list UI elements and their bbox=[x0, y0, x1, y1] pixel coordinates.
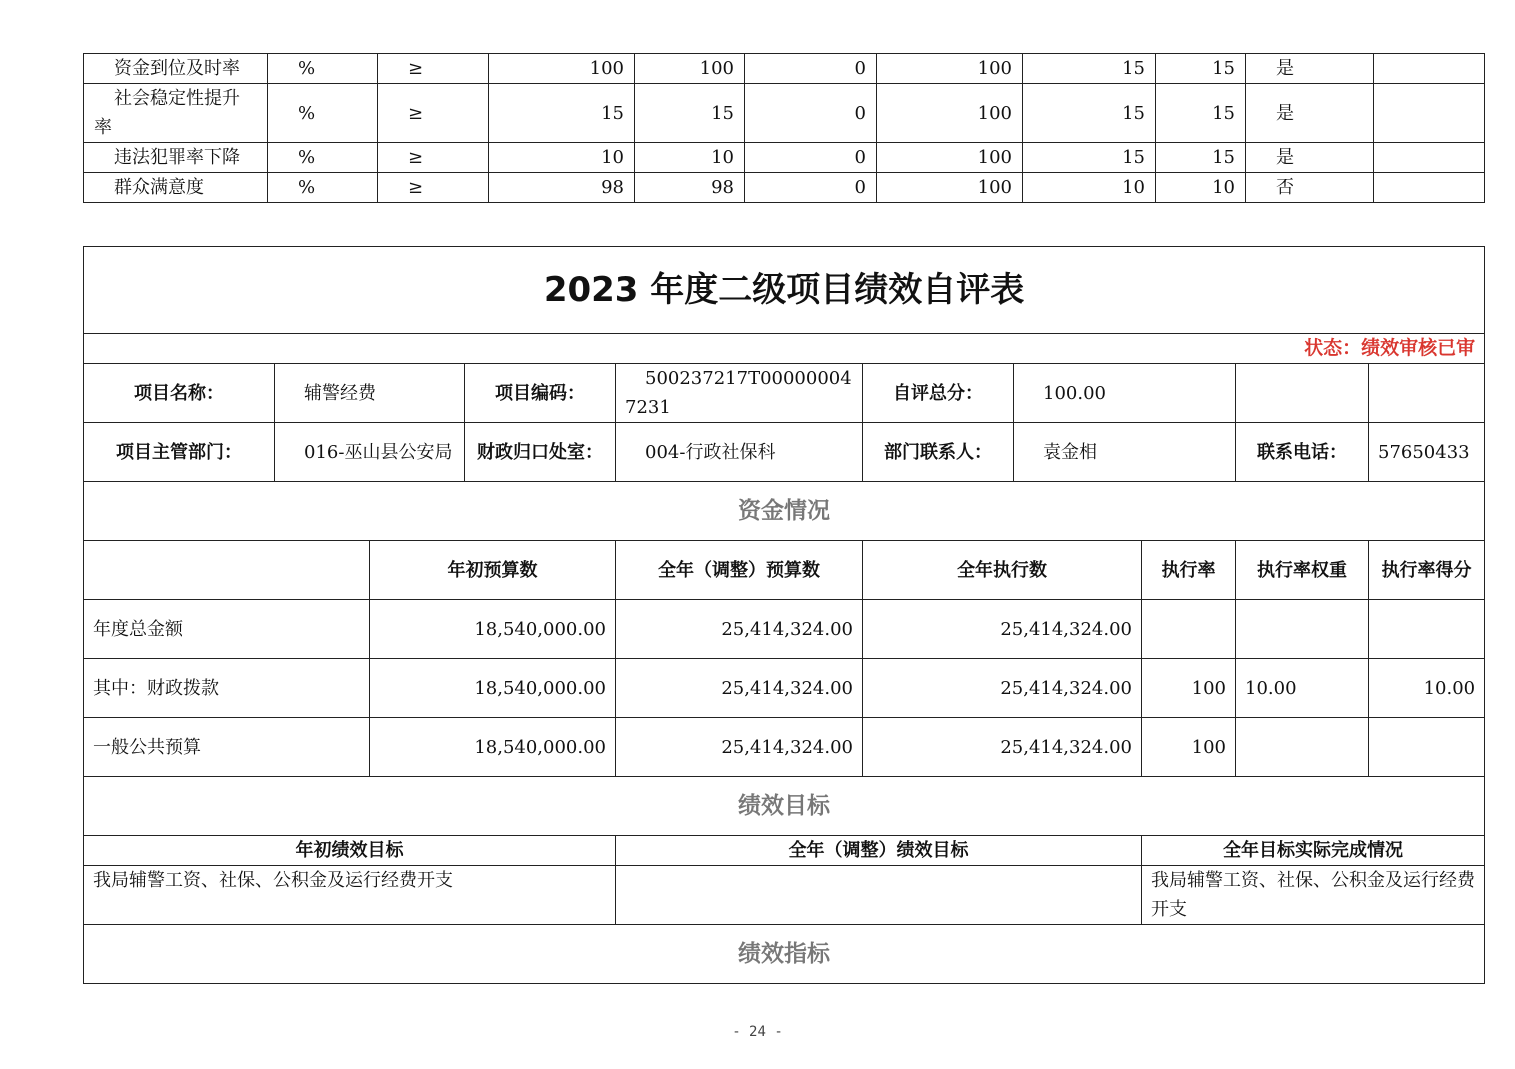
funds-initial: 18,540,000.00 bbox=[370, 600, 616, 659]
funds-header: 年初预算数 bbox=[370, 541, 616, 600]
project-code-label: 项目编码： bbox=[465, 364, 616, 423]
funds-executed: 25,414,324.00 bbox=[863, 600, 1142, 659]
project-name: 辅警经费 bbox=[275, 364, 465, 423]
funds-adjusted: 25,414,324.00 bbox=[616, 600, 863, 659]
section-indicators: 绩效指标 bbox=[84, 925, 1485, 984]
project-code: 500237217T000000047231 bbox=[616, 364, 863, 423]
indicator-weight: 15 bbox=[1023, 54, 1156, 84]
funds-rate bbox=[1142, 600, 1236, 659]
section-goals: 绩效目标 bbox=[84, 777, 1485, 836]
indicator-actual: 15 bbox=[635, 84, 745, 143]
empty-cell bbox=[1236, 364, 1369, 423]
funds-adjusted: 25,414,324.00 bbox=[616, 718, 863, 777]
indicator-note bbox=[1374, 84, 1485, 143]
indicator-done: 是 bbox=[1246, 54, 1374, 84]
funds-weight: 10.00 bbox=[1236, 659, 1369, 718]
indicator-note bbox=[1374, 54, 1485, 84]
indicator-dev: 0 bbox=[745, 84, 877, 143]
indicator-op: ≥ bbox=[378, 54, 489, 84]
indicator-score: 15 bbox=[1156, 54, 1246, 84]
indicator-done: 否 bbox=[1246, 173, 1374, 203]
funds-initial: 18,540,000.00 bbox=[370, 659, 616, 718]
funds-header: 执行率得分 bbox=[1369, 541, 1485, 600]
funds-rate: 100 bbox=[1142, 718, 1236, 777]
indicator-unit: % bbox=[268, 84, 378, 143]
indicator-unit: % bbox=[268, 143, 378, 173]
table-row bbox=[84, 600, 1485, 659]
funds-executed: 25,414,324.00 bbox=[863, 718, 1142, 777]
goals-header: 全年（调整）绩效目标 bbox=[616, 836, 1142, 866]
empty-cell bbox=[1369, 364, 1485, 423]
indicator-target: 10 bbox=[489, 143, 635, 173]
indicator-actual: 10 bbox=[635, 143, 745, 173]
phone-value: 57650433 bbox=[1369, 423, 1485, 482]
table-row bbox=[84, 173, 1485, 203]
table-row bbox=[84, 54, 1485, 84]
funds-header: 执行率 bbox=[1142, 541, 1236, 600]
goals-header: 年初绩效目标 bbox=[84, 836, 616, 866]
indicator-target: 100 bbox=[489, 54, 635, 84]
funds-score: 10.00 bbox=[1369, 659, 1485, 718]
indicator-done: 是 bbox=[1246, 143, 1374, 173]
dept-value: 016-巫山县公安局 bbox=[275, 423, 465, 482]
indicator-actual: 100 bbox=[635, 54, 745, 84]
indicator-dev: 0 bbox=[745, 54, 877, 84]
goals-adjusted bbox=[616, 866, 1142, 925]
table-row bbox=[84, 84, 1485, 143]
funds-row-label: 一般公共预算 bbox=[84, 718, 370, 777]
contact-label: 部门联系人： bbox=[863, 423, 1014, 482]
funds-weight bbox=[1236, 718, 1369, 777]
indicator-done: 是 bbox=[1246, 84, 1374, 143]
indicator-target: 15 bbox=[489, 84, 635, 143]
funds-weight bbox=[1236, 600, 1369, 659]
table-row bbox=[84, 659, 1485, 718]
self-evaluation-form bbox=[83, 246, 1485, 984]
finance-label: 财政归口处室： bbox=[465, 423, 616, 482]
page-number: - 24 - bbox=[732, 1024, 783, 1040]
table-row bbox=[84, 143, 1485, 173]
funds-row-label: 其中：财政拨款 bbox=[84, 659, 370, 718]
funds-row-label: 年度总金额 bbox=[84, 600, 370, 659]
indicator-rate: 100 bbox=[877, 54, 1023, 84]
funds-header: 全年执行数 bbox=[863, 541, 1142, 600]
table-row bbox=[84, 718, 1485, 777]
goals-initial: 我局辅警工资、社保、公积金及运行经费开支 bbox=[84, 866, 616, 925]
indicator-score: 15 bbox=[1156, 84, 1246, 143]
indicator-weight: 10 bbox=[1023, 173, 1156, 203]
funds-header: 执行率权重 bbox=[1236, 541, 1369, 600]
contact-value: 袁金相 bbox=[1014, 423, 1236, 482]
project-name-label: 项目名称： bbox=[84, 364, 275, 423]
funds-initial: 18,540,000.00 bbox=[370, 718, 616, 777]
total-score: 100.00 bbox=[1014, 364, 1236, 423]
indicator-rate: 100 bbox=[877, 173, 1023, 203]
goals-actual: 我局辅警工资、社保、公积金及运行经费开支 bbox=[1142, 866, 1485, 925]
funds-score bbox=[1369, 718, 1485, 777]
indicator-target: 98 bbox=[489, 173, 635, 203]
section-funds: 资金情况 bbox=[84, 482, 1485, 541]
funds-rate: 100 bbox=[1142, 659, 1236, 718]
indicator-dev: 0 bbox=[745, 173, 877, 203]
indicator-weight: 15 bbox=[1023, 143, 1156, 173]
indicator-score: 10 bbox=[1156, 173, 1246, 203]
finance-value: 004-行政社保科 bbox=[616, 423, 863, 482]
indicator-note bbox=[1374, 173, 1485, 203]
indicator-op: ≥ bbox=[378, 173, 489, 203]
indicator-op: ≥ bbox=[378, 84, 489, 143]
indicator-rate: 100 bbox=[877, 143, 1023, 173]
status-badge: 状态：绩效审核已审 bbox=[84, 334, 1485, 364]
indicator-rate: 100 bbox=[877, 84, 1023, 143]
phone-label: 联系电话： bbox=[1236, 423, 1369, 482]
funds-adjusted: 25,414,324.00 bbox=[616, 659, 863, 718]
score-label: 自评总分： bbox=[863, 364, 1014, 423]
indicator-table-continuation bbox=[83, 53, 1485, 203]
indicator-name: 群众满意度 bbox=[84, 173, 268, 203]
indicator-unit: % bbox=[268, 54, 378, 84]
indicator-op: ≥ bbox=[378, 143, 489, 173]
indicator-name: 社会稳定性提升率 bbox=[84, 84, 268, 143]
indicator-note bbox=[1374, 143, 1485, 173]
empty-header-cell bbox=[84, 541, 370, 600]
funds-executed: 25,414,324.00 bbox=[863, 659, 1142, 718]
indicator-score: 15 bbox=[1156, 143, 1246, 173]
funds-header: 全年（调整）预算数 bbox=[616, 541, 863, 600]
indicator-actual: 98 bbox=[635, 173, 745, 203]
indicator-unit: % bbox=[268, 173, 378, 203]
indicator-name: 资金到位及时率 bbox=[84, 54, 268, 84]
indicator-weight: 15 bbox=[1023, 84, 1156, 143]
goals-header: 全年目标实际完成情况 bbox=[1142, 836, 1485, 866]
funds-score bbox=[1369, 600, 1485, 659]
indicator-name: 违法犯罪率下降 bbox=[84, 143, 268, 173]
indicator-dev: 0 bbox=[745, 143, 877, 173]
form-title: 2023 年度二级项目绩效自评表 bbox=[84, 247, 1485, 334]
dept-label: 项目主管部门： bbox=[84, 423, 275, 482]
